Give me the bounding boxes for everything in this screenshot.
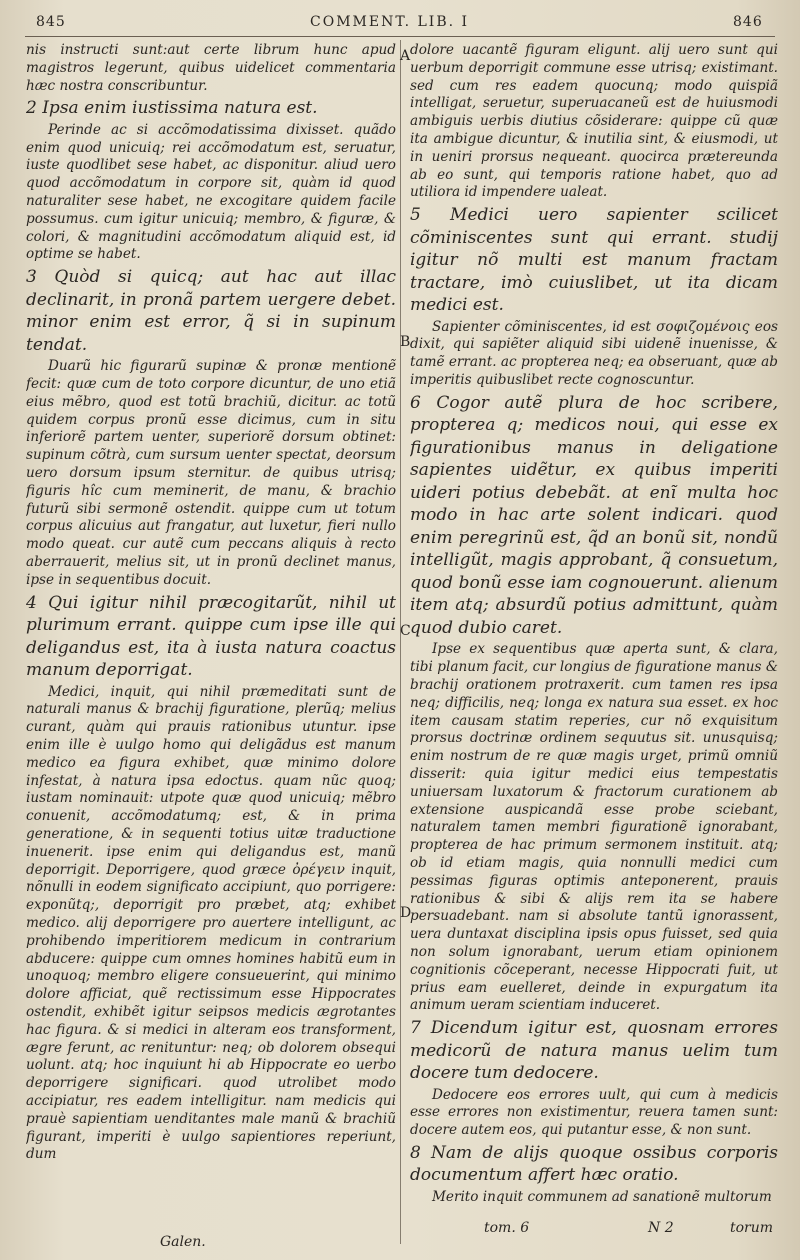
page-number-right: 846 (733, 14, 763, 30)
aphorism: 4 Qui igitur nihil præcogitarũt, nihil ut plurimum errant. quippe cum ipse ille qui deligandus est, ita à iusta natura coactus manum deporrigat. (26, 592, 396, 681)
margin-marker-b: B (400, 334, 411, 350)
commentary: Perinde ac si accõmodatissima dixisset. quãdo enim quod unicuiq; rei accõmodatum est, seruatur, iuste quodlibet sese habet, ac disponitur. aliud uero quod accõmodatum in corpore sit, quàm id quod naturaliter sese habet, ne excogitare quidem facile possumus. cum igitur unicuiq; membro, & figuræ, & colori, & magnitudini accõmodatum aliquid est, id optime se habet. (26, 121, 396, 263)
margin-marker-a: A (400, 48, 411, 64)
paragraph: nis instructi sunt:aut certe librum hunc apud magistros legerunt, quibus uidelicet commentaria hæc nostra conscribuntur. (26, 42, 396, 94)
commentary: Sapienter cõminiscentes, id est σοφιζομένοις eos dixit, qui sapiẽter aliquid sibi uidenẽ inuenisse, & tamẽ errant. ac propterea neq; ea obseruant, quæ ab imperitis quibuslibet recte cognoscuntur. (410, 318, 778, 389)
aphorism: 7 Dicendum igitur est, quosnam errores medicorũ de natura manus uelim tum docere tum dedocere. (410, 1018, 778, 1084)
aphorism: 8 Nam de alijs quoque ossibus corporis documentum affert hæc oratio. (410, 1142, 778, 1186)
commentary: Ipse ex sequentibus quæ aperta sunt, & clara, tibi planum facit, cur longius de figuratione manus & brachij orationem protraxerit. cum tamen res ipsa neq; difficilis, neq; longa ex natura sua esset. ex hoc item causam statim reperies, cur nõ exquisitum prorsus doctrinæ ordinem sequutus sit. unusquisq; enim nostrum de re quæ magis urget, primũ omniũ disserit: quia igitur medici eius tempestatis uniuersam luxatorum & fractorum curationem ab extensione auspicandã esse probe sciebant, naturalem tamen membri figurationẽ ignorabant, propterea de hac primum sermonem instituit. atq; ob id etiam magis, quia nonnulli medici cum pessimas figuras optimis anteponerent, prauis rationibus & sibi & alijs rem ita se habere persuadebant. nam si absolute tantũ ignorassent, uera duntaxat disciplina ipsis opus fuisset, sed quia non solum ignorabant, uerum etiam opinionem cognitionis cõceperant, necesse Hippocrati fuit, ut prius eam euelleret, deinde in expurgatum ita animum ueram scientiam induceret. (410, 641, 778, 1014)
left-column (26, 42, 396, 1244)
catchword-right: torum (730, 1220, 774, 1236)
margin-marker-c: C (400, 623, 411, 639)
right-column (410, 42, 778, 1214)
aphorism: 3 Quòd si quicq; aut hac aut illac declinarit, in pronã partem uergere debet. minor enim est error, q̃ si in supinum tendat. (26, 267, 396, 355)
aphorism: 5 Medici uero sapienter scilicet cõminiscentes sunt qui errant. studij igitur nõ multi est manum fractam tractare, imò cuiuslibet, ut ita dicam medici est. (410, 205, 778, 316)
page-number-left: 845 (36, 14, 66, 30)
commentary: Merito inquit communem ad sanationẽ multorum (432, 1188, 772, 1205)
margin-marker-d: D (400, 905, 412, 921)
running-title: COMMENT. LIB. I (310, 14, 470, 30)
commentary: Medici, inquit, qui nihil præmeditati sunt de naturali manus & brachij figuratione, plerũq; melius curant, quàm qui prauis rationibus utuntur. ipse enim ille è uulgo homo qui deligãdus est manum medico ea figura exhibet, quæ minimo dolore infestat, à natura ipsa edoctus. quam nũc quoq; iustam nominauit: utpote quæ quod unicuiq; mẽbro conuenit, accõmodatumq; est, & in prima generatione, & in sequenti totius uitæ traductione inuenerit. ipse enim qui deligandus est, manũ deporrigit. Deporrigere, quod græce ὀρέγειν inquit, nõnulli in eodem significato accipiunt, quo porrigere: exponũtq;, deporrigit pro præbet, atq; exhibet medico. alij deporrigere pro auertere intelligunt, ac prohibendo imperitiorem medicum in contrarium abducere: quippe cum omnes homines habitũ eum in unoquoq; membro eligere consueuerint, qui minimo dolore afficiat, quẽ rectissimum esse Hippocrates ostendit, exhibẽt igitur seipsos medicis ægrotantes hac figura. & si medici in alteram eos transforment, ægre ferunt, ac renituntur: neq; ob dolorem obsequi uolunt. atq; hoc inquiunt hi ab Hippocrate eo uerbo deporrigere significari. quod utrolibet modo accipiatur, res eadem intelligitur. nam medicis qui prauè sapientiam uenditantes male manũ & brachiũ figurant, imperiti è uulgo sapientiores reperiunt, dum (26, 683, 396, 1163)
aphorism: 2 Ipsa enim iustissima natura est. (26, 98, 318, 119)
commentary: Duarũ hic figurarũ supinæ & pronæ mentionẽ fecit: quæ cum de toto corpore dicuntur, de uno etiã eius mẽbro, quod est totũ brachiũ, dicitur. ac totũ quidem corpus pronũ esse dicimus, cum in situ inferiorẽ partem uenter, superiorẽ dorsum obtinet: supinum cõtrà, cum sursum uenter spectat, deorsum uero dorsum ipsum sternitur. de quibus utrisq; figuris hîc cum meminerit, de manu, & brachio futurũ sibi sermonẽ ostendit. quippe cum ut totum corpus alicuius aut frangatur, aut luxetur, fieri nullo modo queat. cur autẽ cum peccans aliquis à recto aberrauerit, melius sit, ut in pronũ declinet manus, ipse in sequentibus docuit. (26, 358, 396, 588)
volume-signature: tom. 6 (484, 1220, 530, 1236)
column-divider (400, 40, 401, 1244)
header-rule (25, 36, 775, 37)
catchword-left: Galen. (160, 1234, 206, 1250)
running-header (0, 4, 800, 34)
quire-signature: N 2 (648, 1220, 674, 1236)
paragraph: dolore uacantẽ figuram eligunt. alij uero sunt qui uerbum deporrigit commune esse utrisq; existimant. sed cum res eadem quocunq; modo quispiã intelligat, seruetur, superuacaneũ est de huiusmodi ambiguis uerbis diutius cõsiderare: quippe cũ quæ ita ambigue dicuntur, & inutilia sint, & eiusmodi, ut in ueniri prorsus nequeant. quocirca prætereunda ab eo sunt, qui temporis ratione habet, quo ad utiliora id impendere ualeat. (410, 42, 778, 201)
aphorism: 6 Cogor autẽ plura de hoc scribere, propterea q; medicos noui, qui esse ex figurationibus manus in deligatione sapientes uidẽtur, ex quibus imperiti uideri potius debebãt. at enĩ multa hoc modo in hac arte solent indicari. quod enim peregrinũ est, q̃d an bonũ sit, nondũ intelligũt, magis approbant, q̃ consuetum, quod bonũ esse iam cognouerunt. alienum item atq; absurdũ potius admittunt, quàm quod dubio caret. (410, 392, 778, 638)
commentary: Dedocere eos errores uult, qui cum à medicis esse errores non existimentur, reuera tamen sunt: docere autem eos, qui putantur esse, & non sunt. (410, 1086, 778, 1139)
